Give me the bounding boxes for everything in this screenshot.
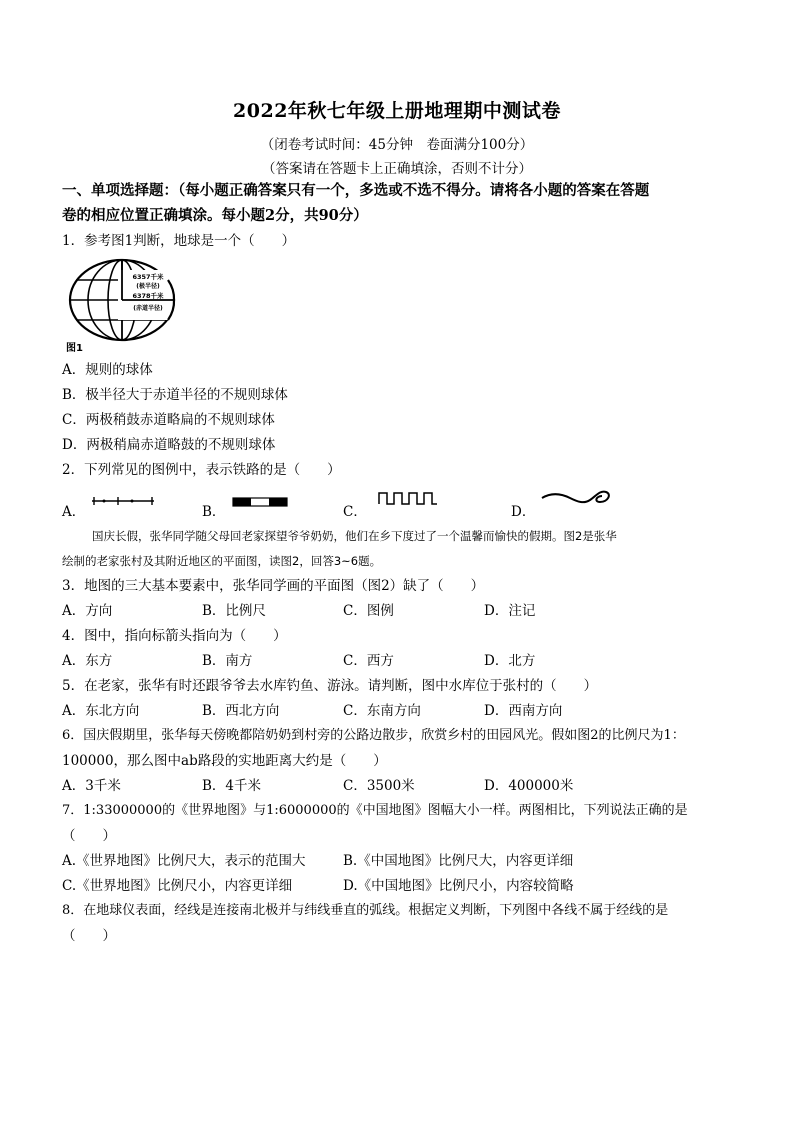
q4-option-a: A．东方 [62, 653, 113, 669]
q4-option-b: B．南方 [202, 653, 253, 669]
river-icon [540, 488, 612, 510]
q6-option-a: A．3千米 [62, 778, 121, 794]
q5-option-a: A．东北方向 [62, 703, 140, 719]
q1-option-a: A．规则的球体 [62, 362, 153, 378]
q5-stem: 5．在老家，张华有时还跟爷爷去水库钓鱼、游泳。请判断，图中水库位于张村的（ ） [62, 678, 598, 694]
q2-option-a-symbol [90, 494, 156, 508]
figure-1-caption: 图1 [66, 343, 83, 354]
q6-stem-line1: 6．国庆假期里，张华每天傍晚都陪奶奶到村旁的公路边散步，欣赏乡村的田园风光。假如图2的比例尺为1： [62, 728, 685, 743]
q8-stem-line2: （ ） [62, 928, 116, 944]
q2-option-c-symbol [378, 490, 438, 506]
q5-option-c: C．东南方向 [343, 703, 421, 719]
q4-option-c: C．西方 [343, 653, 394, 669]
q7-stem-line1: 7．1:33000000的《世界地图》与1:6000000的《中国地图》图幅大小一样。两图相比，下列说法正确的是 [62, 803, 688, 818]
equator-radius-name: (赤道半径) [133, 305, 163, 312]
q5-option-b: B．西北方向 [202, 703, 280, 719]
polar-radius-value: 6357千米 [132, 273, 164, 281]
q2-option-b-symbol [232, 496, 288, 508]
q2-option-d-symbol [540, 488, 612, 510]
q6-stem-line2: 100000，那么图中ab路段的实地距离大约是（ ） [62, 753, 387, 769]
passage-line2: 绘制的老家张村及其附近地区的平面图，读图2，回答3~6题。 [62, 554, 382, 568]
q3-option-c: C．图例 [343, 603, 394, 619]
boundary-line-icon [90, 494, 156, 508]
polar-radius-name: (极半径) [136, 283, 160, 290]
q2-option-d-label: D． [511, 504, 536, 520]
q6-option-c: C．3500米 [343, 778, 415, 794]
exam-info: （闭卷考试时间：45分钟 卷面满分100分） [260, 137, 534, 153]
q6-option-d: D．400000米 [484, 778, 574, 794]
q1-stem: 1．参考图1判断，地球是一个（ ） [62, 233, 296, 249]
q1-option-b: B．极半径大于赤道半径的不规则球体 [62, 387, 288, 403]
page-title: 2022年秋七年级上册地理期中测试卷 [233, 100, 561, 122]
q7-option-d: D.《中国地图》比例尺小，内容较简略 [343, 878, 574, 894]
q7-option-b: B.《中国地图》比例尺大，内容更详细 [343, 853, 574, 869]
q1-option-c: C．两极稍鼓赤道略扁的不规则球体 [62, 412, 275, 428]
q3-stem: 3．地图的三大基本要素中，张华同学画的平面图（图2）缺了（ ） [62, 578, 485, 594]
q4-stem: 4．图中，指向标箭头指向为（ ） [62, 628, 287, 644]
q7-stem-line2: （ ） [62, 828, 116, 844]
q2-option-c-label: C． [343, 504, 367, 520]
section-heading-line1: 一、单项选择题：（每小题正确答案只有一个，多选或不选不得分。请将各小题的答案在答题 [62, 182, 650, 199]
passage-line1: 国庆长假，张华同学随父母回老家探望爷爷奶奶，他们在乡下度过了一个温馨而愉快的假期。图2是张华 [92, 529, 617, 543]
q8-stem-line1: 8．在地球仪表面，经线是连接南北极并与纬线垂直的弧线。根据定义判断，下列图中各线不属于经线的是 [62, 903, 669, 918]
q1-option-d: D．两极稍扁赤道略鼓的不规则球体 [62, 437, 276, 453]
q4-option-d: D．北方 [484, 653, 536, 669]
q6-option-b: B．4千米 [202, 778, 262, 794]
q5-option-d: D．西南方向 [484, 703, 563, 719]
answer-instruction: （答案请在答题卡上正确填涂，否则不计分） [262, 161, 532, 177]
earth-globe-diagram [64, 258, 184, 354]
q3-option-b: B．比例尺 [202, 603, 266, 619]
railway-icon [232, 496, 288, 508]
q3-option-a: A．方向 [62, 603, 113, 619]
q2-option-b-label: B． [202, 504, 226, 520]
wall-line-icon [378, 490, 438, 506]
q7-option-a: A.《世界地图》比例尺大，表示的范围大 [62, 853, 306, 869]
q3-option-d: D．注记 [484, 603, 536, 619]
q2-option-a-label: A． [62, 504, 86, 520]
q7-option-c: C.《世界地图》比例尺小，内容更详细 [62, 878, 293, 894]
equator-radius-value: 6378千米 [132, 292, 164, 300]
figure-1-earth [64, 258, 184, 354]
q2-stem: 2．下列常见的图例中，表示铁路的是（ ） [62, 462, 341, 478]
section-heading-line2: 卷的相应位置正确填涂。每小题2分，共90分） [62, 207, 368, 224]
